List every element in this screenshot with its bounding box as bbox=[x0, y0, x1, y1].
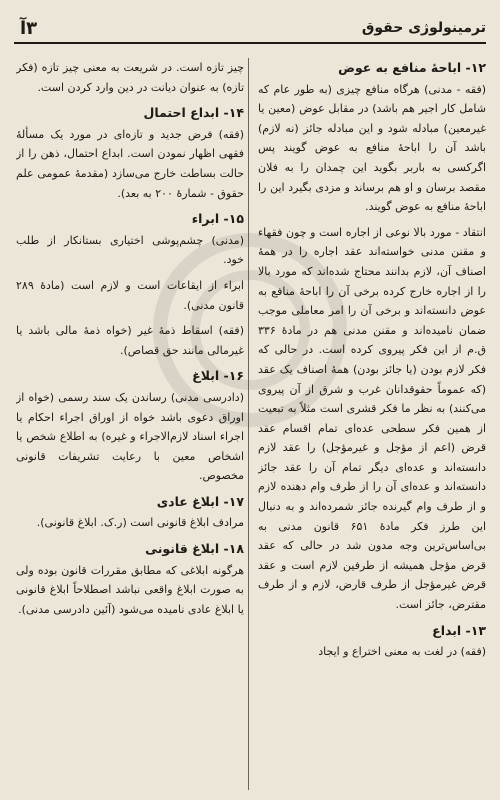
entry-12-critique: انتقاد - مورد بالا نوعی از اجاره است و چون فقهاء و مقنن مدنی خواسته‌اند عقد اجاره را در همهٔ اصناف آن، لازم بدانند محتاج شده‌اند که مورد بالا را از اجاره خارج کرده برخی آن را اباحهٔ منافع به عوض دانسته‌اند و برخی آن را امر معاملی موجب ضمان نامیده‌اند و مقنن مدنی هم در مادهٔ ۳۳۶ ق.م از این فکر پیروی کرده است. در حالی که فکر لازم بودن (یا جائز بودن) همهٔ اصناف یک عقد (که عموماً حقوقدانان غرب و شرق از آن پیروی می‌کنند) به نظر ما فکر قشری است مثلاً به تبعیت از همین فکر سطحی عده‌ای تمام اقسام عقد قرض (اعم از مؤجل و غیرمؤجل) را عقد لازم دانسته‌اند و عده‌ای دیگر تمام آن را عقد جائز دانسته‌اند و عده‌ای آن را از طرف وام دهنده لازم و از طرف وام گیرنده جائز شمرده‌اند و به دنبال این طرز فکر مادهٔ ۶۵۱ قانون مدنی به بی‌اساس‌ترین وجه مدون شد در حالی که عقد قرض مؤجل همیشه از طرفین لازم است و عقد قرض غیرمؤجل از طرف قارض، لازم و از طرف مقترض، جائز است. bbox=[258, 225, 486, 612]
page-number: ۳ bbox=[26, 17, 38, 39]
left-column bbox=[16, 58, 244, 790]
entry-title-16: ۱۶- ابلاغ bbox=[192, 368, 244, 384]
entry-15-definition-civil: (مدنی) چشم‌پوشی اختیاری بستانکار از طلب خود. bbox=[16, 233, 244, 267]
entry-title-12: ۱۲- اباحهٔ منافع به عوض bbox=[338, 60, 486, 75]
entry-13-continuation: چیز تازه است. در شریعت به معنی چیز تازه (فکر تازه) به عنوان دیانت در دین وارد کردن است. bbox=[16, 61, 244, 94]
page-header bbox=[14, 14, 486, 44]
entry-14-definition: (فقه) فرض جدید و تازه‌ای در مورد یک مسألهٔ فقهی اظهار نمودن است. ابداع احتمال، ذهن را از حالت بساطت خارج می‌سازد (مقدمهٔ عمومی علم حقوق - شمارهٔ ۲۰۰ به بعد). bbox=[16, 127, 244, 200]
section-letter: آ bbox=[20, 17, 27, 39]
header-left-group bbox=[14, 18, 37, 39]
column-divider bbox=[248, 58, 249, 790]
right-column bbox=[258, 58, 486, 790]
entry-12-definition: (فقه - مدنی) هرگاه منافع چیزی (به طور عام که شامل کار اجیر هم باشد) در مقابل عوض (معین یا غیرمعین) مبادله شود و این مبادله جائز (نه لازم) باشد آن را اباحهٔ منافع به عوض گویند پس اگرکسی به باربر بگوید این چمدان را به فلان مقصد برسان و او هم برساند و مزدی بگیرد این را اباحهٔ منافع به عوض گویند. bbox=[258, 82, 486, 214]
entry-17-definition: مرادف ابلاغ قانونی است (ر.ک. ابلاغ قانونی). bbox=[36, 516, 244, 530]
entry-18-definition: هرگونه ابلاغی که مطابق مقررات قانون بوده ولی به صورت ابلاغ واقعی نباشد اصطلاحاً ابلاغ قانونی یا ابلاغ عادی نامیده می‌شود (آئین دادرسی مدنی). bbox=[16, 563, 244, 616]
entry-title-18: ۱۸- ابلاغ قانونی bbox=[145, 541, 244, 557]
entry-16-definition: (دادرسی مدنی) رساندن یک سند رسمی (خواه از اوراق دعوی باشد خواه از اوراق اجراء احکام یا اجراء اسناد لازم‌الاجراء و غیره) به اطلاع شخص یا اشخاص معین با رعایت تشریفات قانونی مخصوص. bbox=[16, 390, 244, 483]
entry-title-17: ۱۷- ابلاغ عادی bbox=[156, 493, 244, 509]
entry-15-note: ابراء از ایقاعات است و لازم است (مادهٔ ۲۸۹ قانون مدنی). bbox=[16, 278, 244, 312]
entry-title-13: ۱۳- ابداع bbox=[432, 622, 486, 638]
entry-title-14: ۱۴- ابداع احتمال bbox=[143, 105, 244, 121]
entry-title-15: ۱۵- ابراء bbox=[191, 211, 244, 227]
entry-13-definition: (فقه) در لغت به معنی اختراع و ایجاد bbox=[318, 645, 486, 659]
running-title: ترمینولوژی حقوق bbox=[361, 20, 486, 36]
entry-15-definition-fiqh: (فقه) اسقاط ذمهٔ غیر (خواه ذمهٔ مالی باشد یا غیرمالی مانند حق قصاص). bbox=[16, 324, 244, 357]
